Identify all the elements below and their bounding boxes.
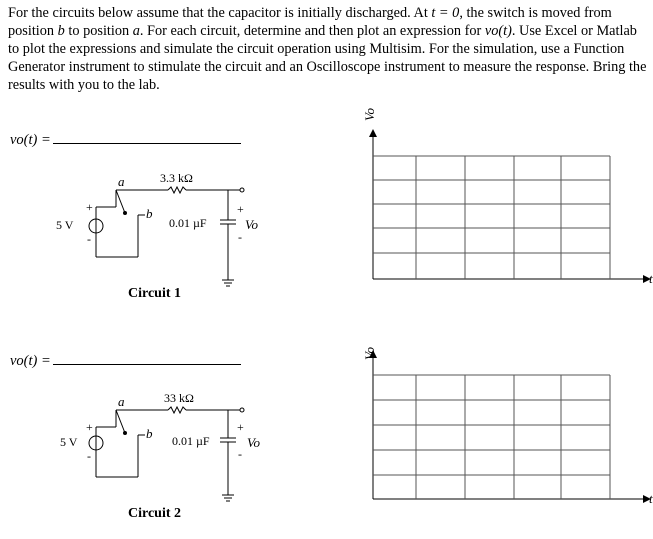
switch-b-label-1: b bbox=[146, 206, 153, 221]
plot-2-grid bbox=[360, 342, 650, 522]
instructions-paragraph: For the circuits below assume that the capacitor is initially discharged. At t = 0, the switch is moved from position b to position a. For each circuit, determine and then plot an expression for vo(t). Use Excel or Matlab to plot the expressions and simulate the circuit operation using Multisim. For the simulation, use a Function Generator instrument to stimulate the circuit and an Oscilloscope instrument to measure the response. Bring the results with you to the lab. bbox=[8, 5, 647, 93]
switch-b-label-2: b bbox=[146, 426, 153, 441]
plot-1-grid bbox=[360, 123, 650, 303]
circuit-1-caption: Circuit 1 bbox=[128, 286, 182, 301]
source-label-1: 5 V bbox=[56, 218, 74, 232]
answer-label-1: vo(t) = bbox=[10, 129, 241, 149]
answer-label-2: vo(t) = bbox=[10, 350, 241, 370]
resistor-label-2: 33 kΩ bbox=[164, 391, 194, 405]
output-minus-2: - bbox=[238, 447, 242, 461]
output-plus-2: + bbox=[237, 420, 244, 434]
switch-a-label-1: a bbox=[118, 174, 125, 189]
source-minus-1: - bbox=[87, 232, 91, 246]
plot-grid-1[interactable] bbox=[360, 108, 653, 303]
circuit-1 bbox=[50, 160, 280, 300]
output-label-2: Vo bbox=[247, 435, 260, 450]
plot-2-x-label: t bbox=[649, 491, 653, 506]
capacitor-label-1: 0.01 µF bbox=[169, 216, 207, 230]
source-label-2: 5 V bbox=[60, 435, 78, 449]
plot-1-x-label: t bbox=[649, 271, 653, 286]
answer-blank-2[interactable] bbox=[53, 350, 241, 365]
plot-grid-2[interactable] bbox=[360, 342, 653, 522]
circuit-2-caption: Circuit 2 bbox=[128, 506, 182, 521]
output-plus-1: + bbox=[237, 202, 244, 216]
output-minus-1: - bbox=[238, 230, 242, 244]
capacitor-label-2: 0.01 µF bbox=[172, 434, 210, 448]
resistor-label-1: 3.3 kΩ bbox=[160, 171, 193, 185]
plot-1-y-label: Vo bbox=[362, 108, 377, 121]
source-plus-1: + bbox=[86, 200, 93, 214]
output-label-1: Vo bbox=[245, 217, 258, 232]
source-minus-2: - bbox=[87, 449, 91, 463]
plot-2-y-label: Vo bbox=[362, 347, 377, 360]
answer-blank-1[interactable] bbox=[53, 129, 241, 144]
circuit-2 bbox=[50, 380, 280, 520]
source-plus-2: + bbox=[86, 420, 93, 434]
switch-a-label-2: a bbox=[118, 394, 125, 409]
